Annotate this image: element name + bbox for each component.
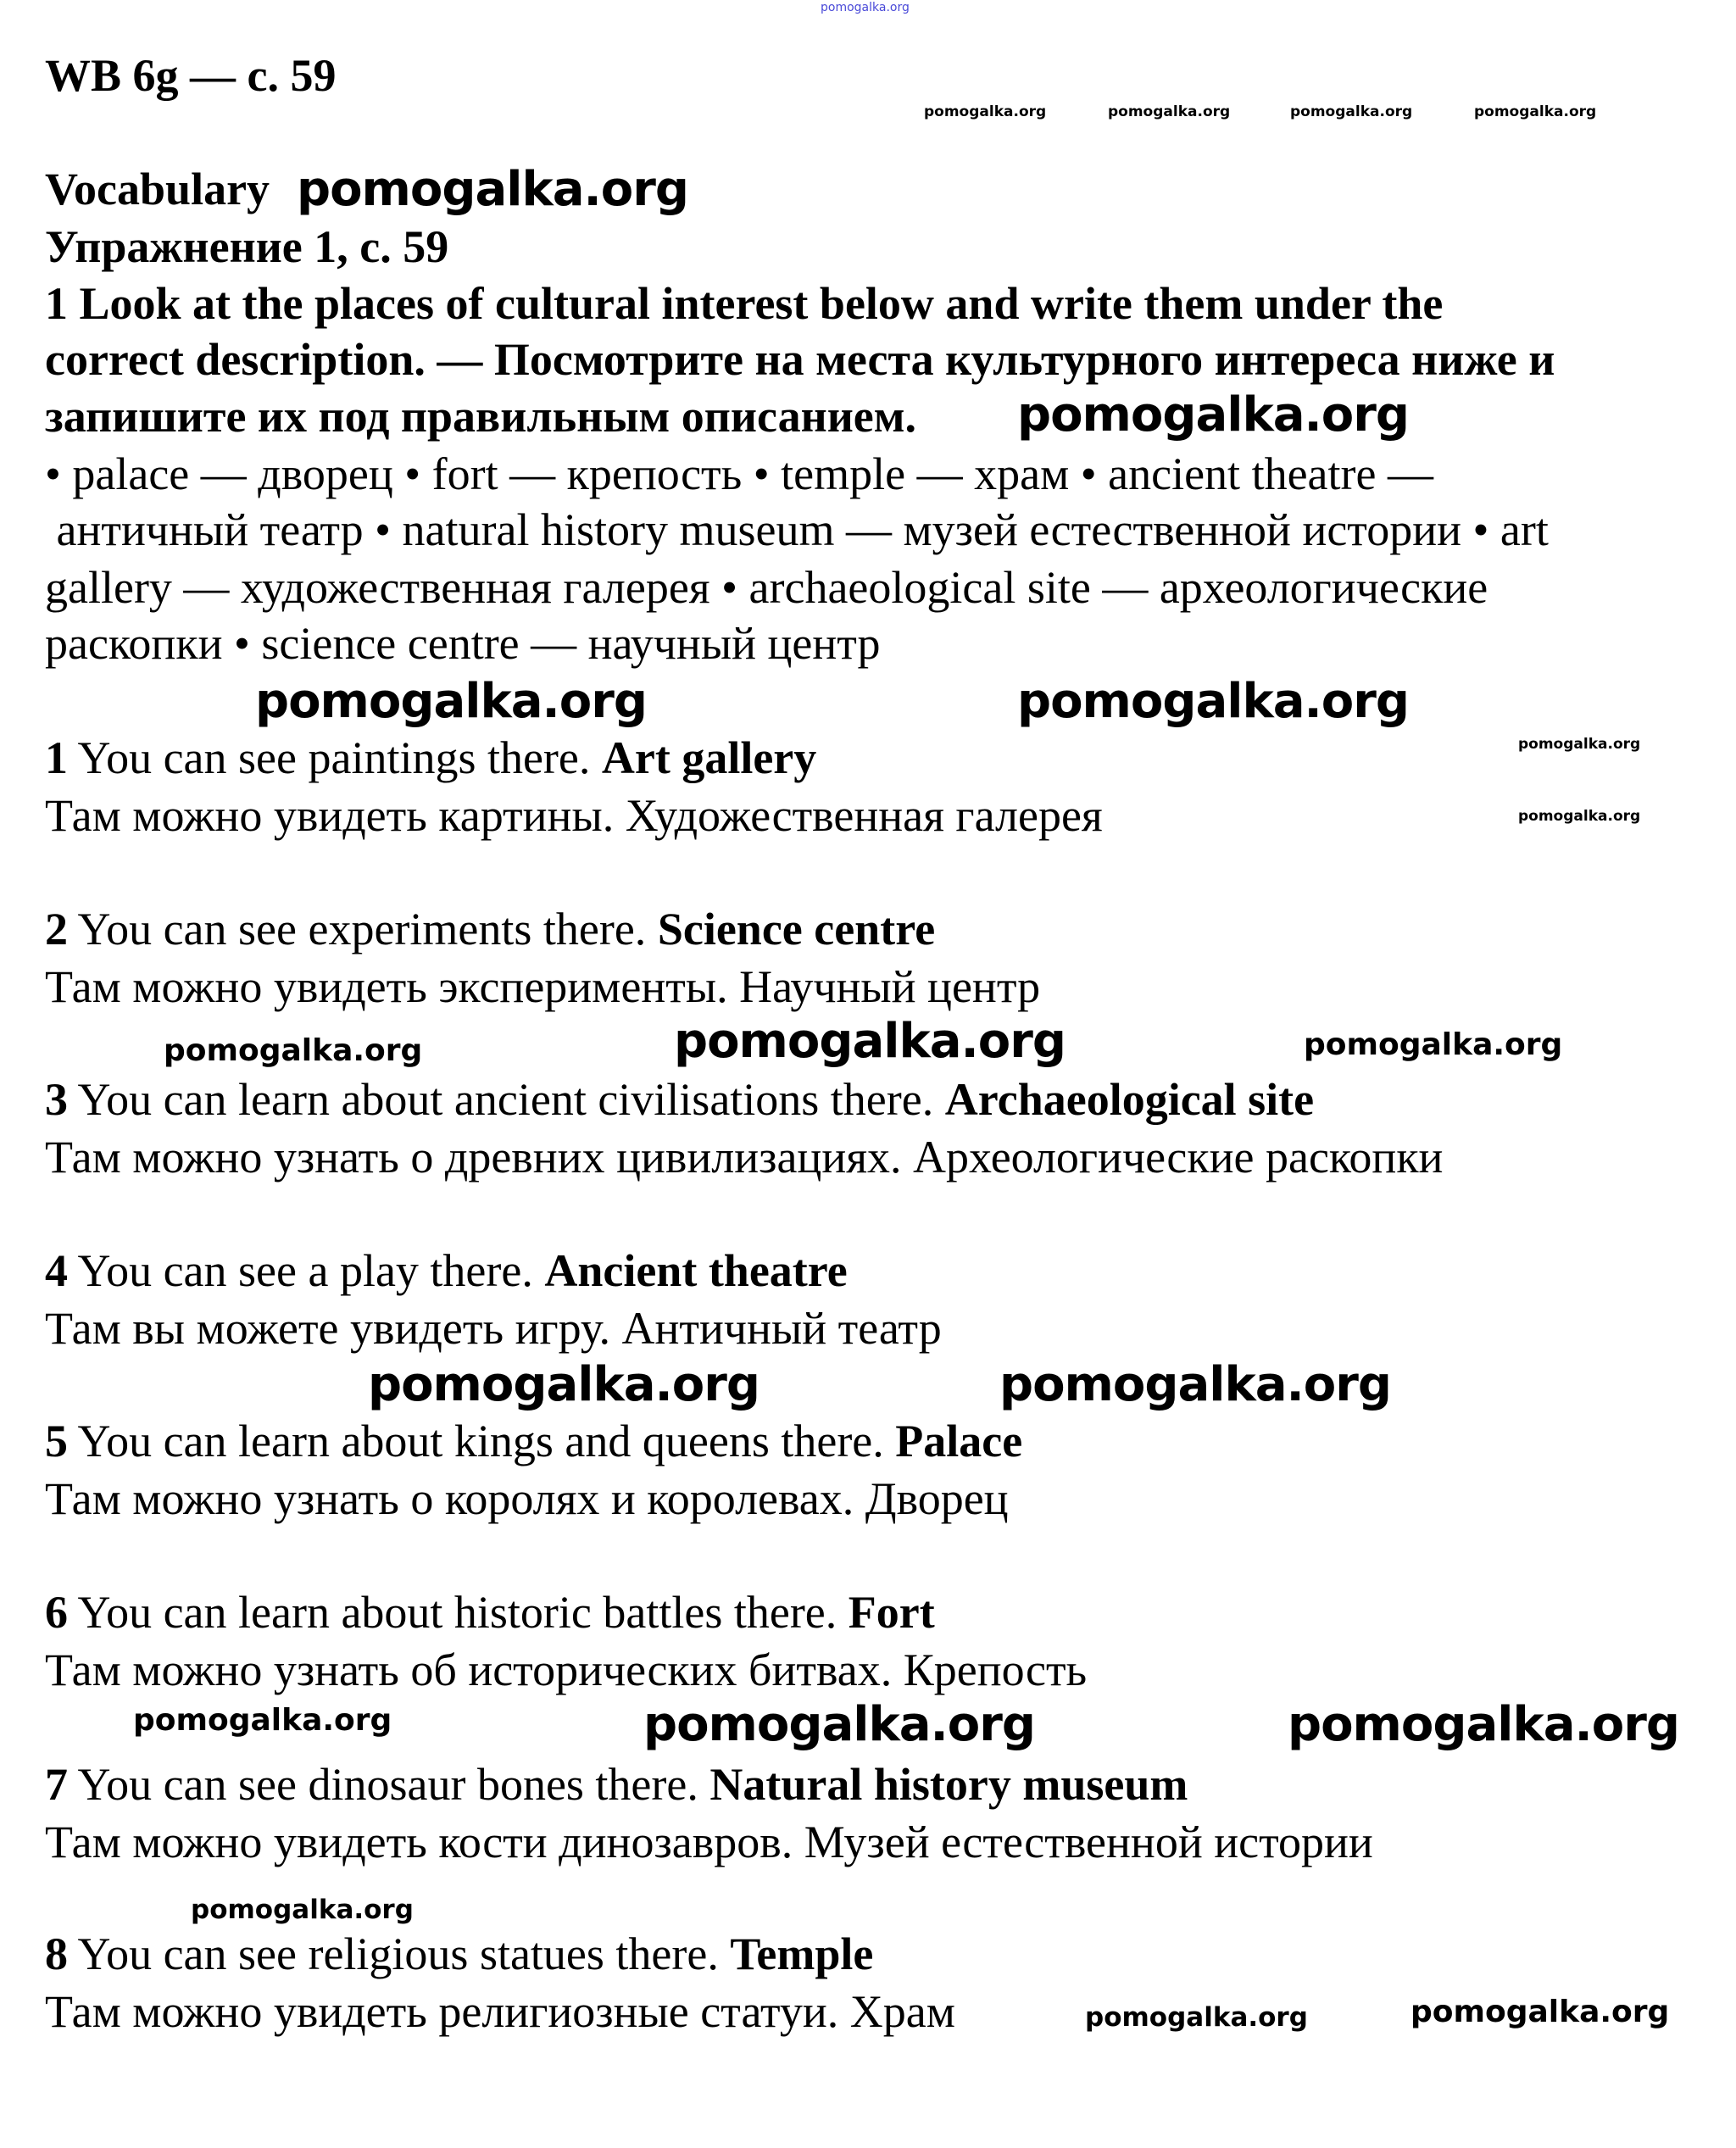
answer-item-english [45,1415,1022,1467]
answer-item-russian: Там можно узнать о королях и королевах. Дворец [45,1473,1009,1524]
section-title: Vocabulary [45,164,270,214]
watermark: pomogalka.org [821,1,910,14]
answer-item-russian: Там можно увидеть эксперименты. Научный центр [45,961,1041,1012]
item-answer: Archaeological site [944,1074,1315,1125]
page-title: WB 6g — с. 59 [45,50,337,101]
item-question: You can learn about ancient civilisations there. [68,1074,945,1125]
word-list-line: раскопки • science centre — научный центр [45,618,881,669]
watermark: pomogalka.org [1017,387,1409,442]
watermark: pomogalka.org [1290,103,1413,120]
item-answer: Art gallery [601,732,817,783]
item-answer: Palace [895,1416,1023,1466]
item-question: You can see experiments there. [68,904,658,954]
word-list-line: античный театр • natural history museum — музей естественной истории • art [45,504,1549,555]
watermark: pomogalka.org [643,1697,1035,1752]
item-question: You can see religious statues there. [68,1928,731,1979]
watermark: pomogalka.org [1518,736,1641,753]
answer-item-english [45,903,935,955]
watermark: pomogalka.org [1108,103,1231,120]
item-question: You can learn about historic battles there. [68,1587,849,1638]
answer-item-english [45,1073,1314,1126]
watermark: pomogalka.org [1085,2002,1308,2033]
watermark: pomogalka.org [924,103,1047,120]
item-question: You can see a play there. [68,1245,545,1296]
watermark: pomogalka.org [368,1357,760,1412]
watermark: pomogalka.org [297,162,688,217]
answer-item-english [45,1586,935,1639]
item-number: 7 [45,1759,68,1810]
watermark: pomogalka.org [164,1033,423,1068]
watermark: pomogalka.org [133,1703,392,1738]
watermark: pomogalka.org [674,1014,1066,1069]
answer-item-russian: Там можно увидеть кости динозавров. Музей естественной истории [45,1817,1373,1867]
watermark: pomogalka.org [1474,103,1597,120]
answer-item-russian: Там можно увидеть религиозные статуи. Храм [45,1986,955,2037]
answer-item-russian: Там можно узнать об исторических битвах. Крепость [45,1644,1088,1695]
word-list-line: • palace — дворец • fort — крепость • temple — храм • ancient theatre — [45,448,1433,499]
answer-item-russian: Там вы можете увидеть игру. Античный театр [45,1303,942,1354]
watermark: pomogalka.org [1017,674,1409,729]
item-number: 4 [45,1245,68,1296]
item-question: You can learn about kings and queens there. [68,1416,896,1466]
watermark: pomogalka.org [1288,1697,1679,1752]
answer-item-english [45,732,816,784]
task-line: 1 Look at the places of cultural interest below and write them under the [45,278,1444,329]
word-list-line: gallery — художественная галерея • archaeological site — археологические [45,562,1488,613]
item-number: 5 [45,1416,68,1466]
answer-item-russian: Там можно узнать о древних цивилизациях. Археологические раскопки [45,1132,1444,1183]
item-answer: Fort [848,1587,935,1638]
item-number: 3 [45,1074,68,1125]
item-number: 6 [45,1587,68,1638]
exercise-title: Упражнение 1, с. 59 [45,221,449,272]
watermark: pomogalka.org [1304,1027,1563,1062]
item-number: 2 [45,904,68,954]
item-answer: Natural history museum [709,1759,1188,1810]
answer-item-english [45,1758,1188,1811]
item-answer: Ancient theatre [544,1245,848,1296]
watermark: pomogalka.org [1410,1995,1670,2029]
answer-item-english [45,1244,848,1297]
item-question: You can see dinosaur bones there. [68,1759,710,1810]
item-answer: Science centre [657,904,936,954]
item-number: 1 [45,732,68,783]
item-number: 8 [45,1928,68,1979]
watermark: pomogalka.org [255,674,647,729]
watermark: pomogalka.org [191,1895,414,1925]
answer-item-russian: Там можно увидеть картины. Художественная галерея [45,790,1103,841]
task-line: запишите их под правильным описанием. [45,391,917,442]
answer-item-english [45,1928,873,1980]
task-line: correct description. — Посмотрите на места культурного интереса ниже и [45,334,1555,385]
item-question: You can see paintings there. [68,732,602,783]
item-answer: Temple [730,1928,874,1979]
watermark: pomogalka.org [1518,808,1641,825]
watermark: pomogalka.org [999,1357,1391,1412]
